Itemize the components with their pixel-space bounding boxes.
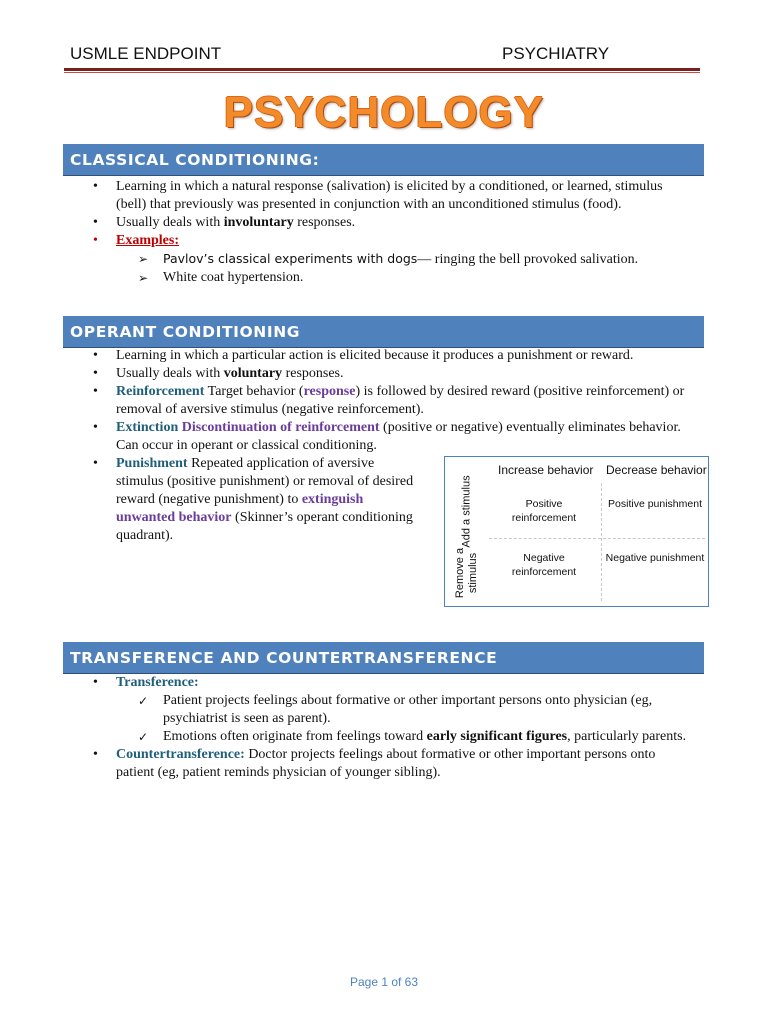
header-left: USMLE ENDPOINT — [70, 44, 222, 63]
list-item — [0, 746, 692, 782]
classical-list — [0, 178, 692, 287]
transference-list — [0, 674, 692, 782]
text: (positive or negative) eventually eliminates behavior. Can occur in operant or classical conditioning. — [116, 420, 681, 453]
arrow-bullet-icon: ➢ — [138, 252, 149, 266]
quadrant-cell-negative-punishment: Negative punishment — [605, 552, 705, 564]
section-heading-transference: TRANSFERENCE AND COUNTERTRANSFERENCE — [63, 642, 704, 674]
quadrant-row-remove: Remove a stimulus — [454, 547, 479, 599]
text: (Skinner’s operant conditioning quadrant). — [116, 510, 413, 543]
quadrant-row-add: Add a stimulus — [460, 475, 473, 548]
term-extinguish: extinguish unwanted behavior — [116, 492, 364, 525]
term-punishment: Punishment — [116, 456, 188, 471]
text: Patient projects feelings about formative or other important persons onto physician (eg, psychiatrist is seen as parent). — [163, 693, 653, 726]
text: , particularly parents. — [567, 729, 687, 744]
list-item — [116, 250, 692, 269]
text: responses. — [282, 366, 344, 381]
term-response: response — [303, 384, 356, 399]
list-item — [0, 419, 692, 455]
quadrant-divider-vertical — [601, 483, 602, 601]
text: Learning in which a particular action is elicited because it produces a punishment or reward. — [116, 348, 634, 363]
quadrant-divider-horizontal — [489, 538, 705, 539]
text: White coat hypertension. — [163, 270, 304, 285]
transference-sublist — [116, 692, 692, 746]
text: Target behavior ( — [204, 384, 304, 399]
text: Doctor projects feelings about formative or other important persons onto patient (eg, patient reminds physician of younger sibling). — [116, 747, 656, 780]
examples-label: Examples: — [116, 233, 179, 248]
examples-list — [116, 250, 692, 287]
list-item — [0, 383, 692, 419]
text: — ringing the bell provoked salivation. — [417, 252, 639, 267]
text: Repeated application of aversive stimulus (positive punishment) or removal of desired reward (negative punishment) to — [116, 456, 414, 507]
keyword-voluntary: voluntary — [223, 366, 283, 381]
term-reinforcement: Reinforcement — [116, 384, 205, 399]
keyword-early-figures: early significant figures — [426, 729, 568, 744]
header-rule-thin — [64, 72, 700, 73]
header-rule — [64, 68, 700, 71]
list-item — [0, 365, 692, 383]
quadrant-col-increase: Increase behavior — [498, 463, 594, 477]
list-item — [116, 269, 692, 287]
page-title: PSYCHOLOGY — [223, 88, 545, 137]
section-heading-classical: CLASSICAL CONDITIONING: — [63, 144, 704, 176]
skinner-quadrant — [444, 456, 709, 607]
text: Usually deals with — [116, 366, 224, 381]
text: responses. — [293, 215, 356, 230]
quadrant-col-decrease: Decrease behavior — [606, 463, 707, 477]
term-extinction: Extinction — [116, 420, 179, 435]
text: Pavlov’s classical experiments with dogs — [163, 251, 418, 266]
list-item — [0, 347, 692, 365]
classical-definition: Learning in which a natural response (salivation) is elicited by a conditioned, or learned, stimulus (bell) that previously was presented in conjunction with an unconditioned stimulus (food). — [116, 179, 663, 212]
quadrant-cell-positive-punishment: Positive punishment — [608, 498, 702, 510]
list-item — [0, 214, 692, 232]
text: Emotions often originate from feelings toward — [163, 729, 427, 744]
page-number: Page 1 of 63 — [349, 975, 419, 989]
header-right: PSYCHIATRY — [502, 44, 610, 63]
keyword-involuntary: involuntary — [223, 215, 294, 230]
checkmark-icon: ✓ — [138, 730, 149, 744]
list-item — [116, 728, 692, 746]
checkmark-icon: ✓ — [138, 694, 149, 708]
quadrant-cell-positive-reinforcement: Positive reinforcement — [511, 498, 577, 524]
arrow-bullet-icon: ➢ — [138, 271, 149, 285]
term-countertransference: Countertransference: — [116, 747, 245, 762]
text: ) is followed by desired reward (positive reinforcement) or removal of aversive stimulus (negative reinforcement). — [116, 384, 685, 417]
term-transference: Transference: — [116, 675, 199, 690]
section-heading-operant: OPERANT CONDITIONING — [63, 316, 704, 348]
list-item — [0, 674, 692, 746]
term-discontinuation: Discontinuation of reinforcement — [181, 420, 380, 435]
text: Usually deals with — [116, 215, 224, 230]
list-item — [116, 692, 692, 728]
quadrant-cell-negative-reinforcement: Negative reinforcement — [511, 552, 577, 578]
list-item — [0, 178, 692, 214]
list-item — [0, 232, 692, 287]
list-item — [0, 455, 416, 545]
